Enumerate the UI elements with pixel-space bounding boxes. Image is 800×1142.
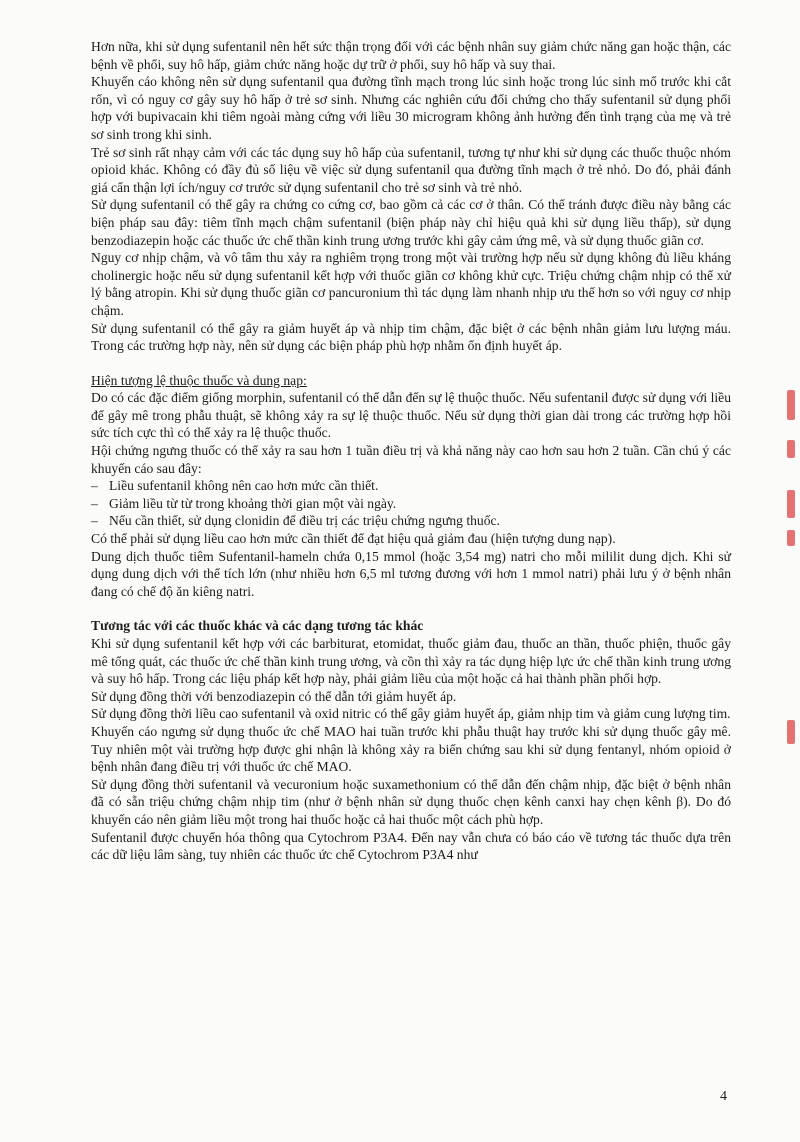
- paragraph: Khi sử dụng sufentanil kết hợp với các barbiturat, etomidat, thuốc giảm đau, thuốc an thần, thuốc phiện, thuốc gây mê tổng quát, các thuốc ức chế thần kinh trung ương, và cồn thì xảy ra tác dụng hiệp lực ức chế thần kinh trung ương và suy hô hấp. Trong các liệu pháp kết hợp này, phải giảm liều của một hoặc cả hai thành phần phối hợp.: [91, 636, 731, 687]
- paragraph: Sử dụng đồng thời với benzodiazepin có thể dẫn tới giảm huyết áp.: [91, 688, 457, 704]
- paragraph: Trẻ sơ sinh rất nhạy cảm với các tác dụng suy hô hấp của sufentanil, tương tự như khi sử dụng các thuốc thuộc nhóm opioid khác. Không có đầy đủ số liệu về việc sử dụng sufentanil qua đường tĩnh mạch ở trẻ nhỏ. Do đó, phải đánh giá cẩn thận lợi ích/nguy cơ trước sử dụng sufentanil cho trẻ sơ sinh và trẻ nhỏ.: [91, 144, 731, 195]
- paragraph: Khuyến cáo không nên sử dụng sufentanil qua đường tĩnh mạch trong lúc sinh hoặc trong lúc sinh mổ trước khi cắt rốn, vì có nguy cơ gây suy hô hấp ở trẻ sơ sinh. Nhưng các nghiên cứu đối chứng cho thấy sufentanil sử dụng phối hợp với bupivacain khi tiêm ngoài màng cứng với liều 30 microgram không ảnh hưởng đến tình trạng của mẹ và trẻ sơ sinh trong khi sinh.: [91, 74, 731, 142]
- paragraph: Hơn nữa, khi sử dụng sufentanil nên hết sức thận trọng đối với các bệnh nhân suy giảm chức năng gan hoặc thận, các bệnh về phổi, suy hô hấp, giảm chức năng hoặc dự trữ ở phổi, suy hô hấp và suy thai.: [91, 39, 731, 72]
- paragraph: Hội chứng ngưng thuốc có thể xảy ra sau hơn 1 tuần điều trị và khả năng này cao hơn sau hơn 2 tuần. Cần chú ý các khuyến cáo sau đây:: [91, 443, 731, 476]
- paragraph: Sufentanil được chuyển hóa thông qua Cytochrom P3A4. Đến nay vẫn chưa có báo cáo về tương tác thuốc dựa trên các dữ liệu lâm sàng, tuy nhiên các thuốc ức chế Cytochrom P3A4 như: [91, 829, 731, 863]
- bullet-text: Nếu cần thiết, sử dụng clonidin để điều trị các triệu chứng ngưng thuốc.: [109, 513, 500, 529]
- paragraph: Khuyến cáo ngưng sử dụng thuốc ức chế MAO hai tuần trước khi phẫu thuật hay trước khi sử dụng thuốc gây mê. Tuy nhiên một vài trường hợp được ghi nhận là không xảy ra biến chứng sau khi sử dụng fentanyl, nhóm opioid ở bệnh nhân đang điều trị với thuốc ức chế MAO.: [91, 723, 731, 775]
- bullet-text: Giảm liều từ từ trong khoảng thời gian một vài ngày.: [109, 495, 397, 511]
- paragraph: Do có các đặc điểm giống morphin, sufentanil có thể dẫn đến sự lệ thuộc thuốc. Nếu sufentanil được sử dụng với liều để gây mê trong phẫu thuật, sẽ không xảy ra sự lệ thuộc thuốc. Nếu sử dụng thời gian dài trong các trường hợp hồi sức tích cực thì có thể xảy ra lệ thuộc thuốc.: [91, 390, 731, 441]
- bullet-dash: –: [91, 478, 98, 494]
- bullet-item: [91, 495, 731, 513]
- paragraph: Dung dịch thuốc tiêm Sufentanil-hameln chứa 0,15 mmol (hoặc 3,54 mg) natri cho mỗi mililit dung dịch. Khi sử dụng dung dịch với thể tích lớn (như nhiều hơn 6,5 ml tương đương với hơn 1 mmol natri) phải lưu ý ở bệnh nhân đang có chế độ ăn kiêng natri.: [91, 548, 731, 599]
- document-body: [91, 38, 731, 864]
- paragraph: Sử dụng sufentanil có thể gây ra giảm huyết áp và nhịp tim chậm, đặc biệt ở các bệnh nhân giảm lưu lượng máu. Trong các trường hợp này, nên sử dụng các biện pháp phù hợp nhằm ổn định huyết áp.: [91, 320, 731, 354]
- paragraph: Sử dụng sufentanil có thể gây ra chứng co cứng cơ, bao gồm cả các cơ ở thân. Có thể tránh được điều này bằng các biện pháp sau đây: tiêm tĩnh mạch chậm sufentanil (biện pháp này chỉ hiệu quả khi sử dụng liều thấp), sử dụng benzodiazepin hoặc các thuốc ức chế thần kinh trung ương trước khi gây cảm ứng mê, và sử dụng thuốc giãn cơ.: [91, 197, 731, 248]
- bullet-dash: –: [91, 513, 98, 529]
- paragraph: Sử dụng đồng thời sufentanil và vecuronium hoặc suxamethonium có thể dẫn đến chậm nhịp, đặc biệt ở bệnh nhân đã có sẵn triệu chứng chậm nhịp tim (như ở bệnh nhân sử dụng thuốc chẹn kênh canxi hay chẹn kênh β). Do đó khuyến cáo nên giảm liều một trong hai thuốc hoặc cả hai thuốc một cách phù hợp.: [91, 776, 731, 827]
- section-heading: Tương tác với các thuốc khác và các dạng tương tác khác: [91, 618, 424, 634]
- paragraph: Nguy cơ nhịp chậm, và vô tâm thu xảy ra nghiêm trọng trong một vài trường hợp nếu sử dụng không đủ liều kháng cholinergic hoặc nếu sử dụng sufentanil kết hợp với thuốc giãn cơ không khử cực. Triệu chứng chậm nhịp có thể xử lý bằng atropin. Khi sử dụng thuốc giãn cơ pancuronium thì tác dụng làm nhanh nhịp ưu thế hơn so với nguy cơ nhịp chậm.: [91, 250, 731, 318]
- section-heading: Hiện tượng lệ thuộc thuốc và dung nạp:: [91, 372, 307, 388]
- paragraph: Có thể phải sử dụng liều cao hơn mức cần thiết để đạt hiệu quả giảm đau (hiện tượng dung nạp).: [91, 531, 616, 547]
- bullet-item: [91, 477, 731, 495]
- bullet-dash: –: [91, 495, 98, 511]
- paragraph: Sử dụng đồng thời liều cao sufentanil và oxid nitric có thể gây giảm huyết áp, giảm nhịp tim và giảm cung lượng tim.: [91, 706, 731, 722]
- bullet-item: [91, 512, 731, 530]
- red-stamp-edge: [784, 390, 800, 750]
- paragraph-gap: [91, 355, 731, 372]
- bullet-text: Liều sufentanil không nên cao hơn mức cần thiết.: [109, 478, 379, 494]
- paragraph-gap: [91, 600, 731, 617]
- page-number: 4: [720, 1089, 727, 1104]
